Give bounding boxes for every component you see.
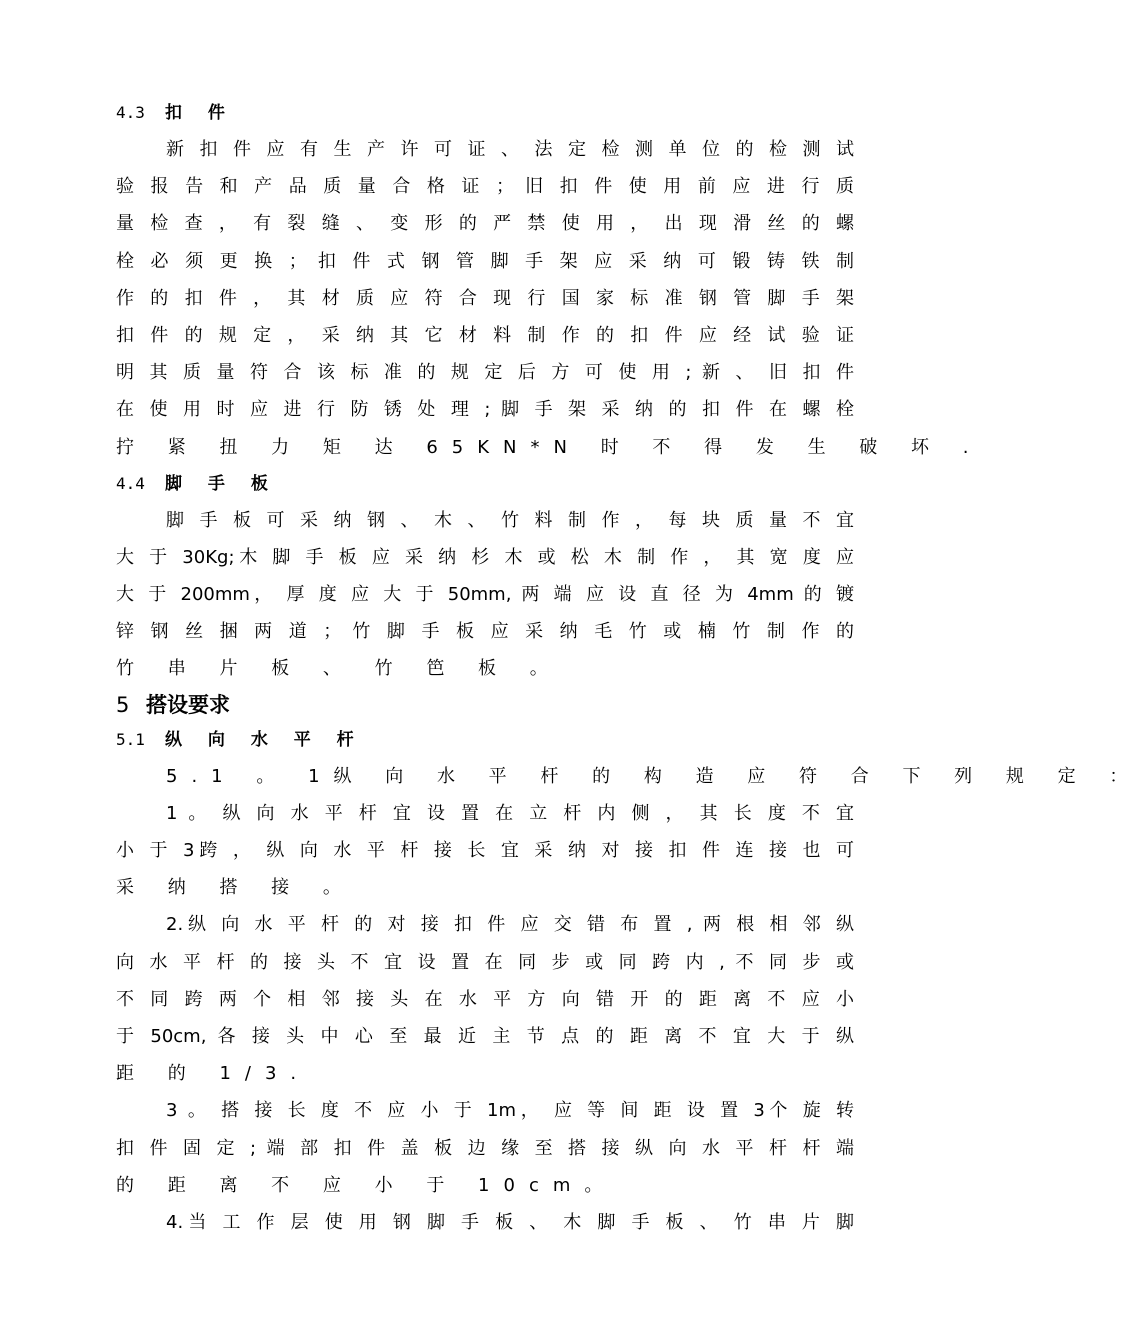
paragraph	[116, 1092, 854, 1204]
text-line	[116, 650, 854, 687]
text-line-content: 大 于 30Kg;木 脚 手 板 应 采 纳 杉 木 或 松 木 制 作 ， 其 宽 度 应	[116, 546, 854, 568]
text-line-content: 大 于 200mm， 厚 度 应 大 于 50mm, 两 端 应 设 直 径 为 4mm 的 镀	[116, 584, 854, 606]
text-line	[116, 502, 854, 539]
text-line	[116, 795, 854, 832]
text-line	[116, 391, 854, 428]
text-line-content: 新 扣 件 应 有 生 产 许 可 证 、 法 定 检 测 单 位 的 检 测 试	[166, 139, 854, 160]
text-line-content: 于 50cm, 各 接 头 中 心 至 最 近 主 节 点 的 距 离 不 宜 大 于 纵	[116, 1025, 854, 1047]
text-line	[116, 243, 854, 280]
text-line	[116, 758, 1141, 795]
text-line	[116, 1130, 854, 1167]
section-heading	[116, 722, 854, 758]
paragraph	[116, 131, 983, 466]
section-heading	[116, 95, 854, 131]
text-line	[116, 205, 854, 242]
text-line-content: 拧 紧 扭 力 矩 达 65KN*N 时 不 得 发 生 破 坏 .	[116, 436, 983, 458]
heading-title: 脚 手 板	[165, 473, 278, 494]
text-line	[116, 1167, 854, 1204]
text-line	[116, 869, 854, 906]
text-line-content: 4.当 工 作 层 使 用 钢 脚 手 板 、 木 脚 手 板 、 竹 串 片 脚	[166, 1211, 854, 1233]
heading-number: 5.1	[116, 729, 145, 749]
text-line-content: 量 检 查 ， 有 裂 缝 、 变 形 的 严 禁 使 用 ， 出 现 滑 丝 的 螺	[116, 213, 854, 235]
text-line-content: 扣 件 固 定 ; 端 部 扣 件 盖 板 边 缘 至 搭 接 纵 向 水 平 杆 杆 端	[116, 1137, 854, 1159]
text-line-content: 作 的 扣 件 ， 其 材 质 应 符 合 现 行 国 家 标 准 钢 管 脚 手 架	[116, 287, 854, 309]
text-line	[116, 1092, 854, 1129]
text-line-content: 栓 必 须 更 换 ； 扣 件 式 钢 管 脚 手 架 应 采 纳 可 锻 铸 铁 制	[116, 250, 854, 272]
paragraph	[116, 906, 854, 1092]
text-line	[116, 539, 854, 576]
text-line	[116, 1018, 854, 1055]
text-line-content: 3 。 搭 接 长 度 不 应 小 于 1m， 应 等 间 距 设 置 3个 旋 转	[166, 1100, 854, 1122]
text-line-content: 1 。 纵 向 水 平 杆 宜 设 置 在 立 杆 内 侧 ， 其 长 度 不 宜	[166, 802, 854, 824]
text-line	[116, 832, 854, 869]
text-line	[116, 354, 854, 391]
text-line	[116, 981, 854, 1018]
text-line-content: 2.纵 向 水 平 杆 的 对 接 扣 件 应 交 错 布 置 , 两 根 相 邻 纵	[166, 914, 854, 936]
text-line	[116, 131, 854, 168]
text-line-content: 竹 串 片 板 、 竹 笆 板 。	[116, 658, 562, 680]
document-body	[116, 95, 1141, 1241]
chapter-heading	[116, 688, 854, 722]
text-line	[116, 944, 854, 981]
heading-number: 5	[116, 692, 130, 717]
text-line-content: 明 其 质 量 符 合 该 标 准 的 规 定 后 方 可 使 用 ; 新 、 旧 扣 件	[116, 362, 854, 384]
paragraph	[116, 502, 854, 688]
text-line	[116, 429, 983, 466]
paragraph	[116, 1204, 854, 1241]
text-line-content: 小 于 3跨 ， 纵 向 水 平 杆 接 长 宜 采 纳 对 接 扣 件 连 接 也 可	[116, 840, 854, 861]
text-line	[116, 576, 854, 613]
heading-number: 4.4	[116, 473, 145, 493]
heading-title: 纵 向 水 平 杆	[165, 729, 364, 750]
text-line-content: 不 同 跨 两 个 相 邻 接 头 在 水 平 方 向 错 开 的 距 离 不 应 小	[116, 988, 854, 1010]
text-line-content: 锌 钢 丝 捆 两 道 ； 竹 脚 手 板 应 采 纳 毛 竹 或 楠 竹 制 作 的	[116, 621, 854, 643]
text-line-content: 验 报 告 和 产 品 质 量 合 格 证 ； 旧 扣 件 使 用 前 应 进 行 质	[116, 176, 854, 198]
text-line	[116, 168, 854, 205]
text-line-content: 脚 手 板 可 采 纳 钢 、 木 、 竹 料 制 作 ， 每 块 质 量 不 宜	[166, 509, 854, 531]
paragraph	[116, 758, 1141, 795]
text-line	[116, 1055, 854, 1092]
text-line-content: 采 纳 搭 接 。	[116, 877, 355, 899]
text-line	[116, 613, 854, 650]
heading-title: 搭设要求	[146, 692, 230, 717]
heading-title: 扣 件	[165, 103, 235, 123]
paragraph	[116, 795, 854, 907]
text-line-content: 扣 件 的 规 定 ， 采 纳 其 它 材 料 制 作 的 扣 件 应 经 试 验 证	[116, 324, 854, 346]
text-line	[116, 1204, 854, 1241]
text-line	[116, 906, 854, 943]
heading-number: 4.3	[116, 103, 145, 122]
text-line-content: 向 水 平 杆 的 接 头 不 宜 设 置 在 同 步 或 同 跨 内 , 不 同 步 或	[116, 951, 854, 973]
text-line-content: 的 距 离 不 应 小 于 10cm。	[116, 1174, 617, 1196]
text-line-content: 距 的 1/3.	[116, 1063, 311, 1085]
section-heading	[116, 466, 854, 502]
text-line	[116, 317, 854, 354]
text-line-content: 5.1 。 1纵 向 水 平 杆 的 构 造 应 符 合 下 列 规 定 ：	[166, 765, 1141, 787]
text-line-content: 在 使 用 时 应 进 行 防 锈 处 理 ; 脚 手 架 采 纳 的 扣 件 在 螺 栓	[116, 399, 854, 421]
text-line	[116, 280, 854, 317]
